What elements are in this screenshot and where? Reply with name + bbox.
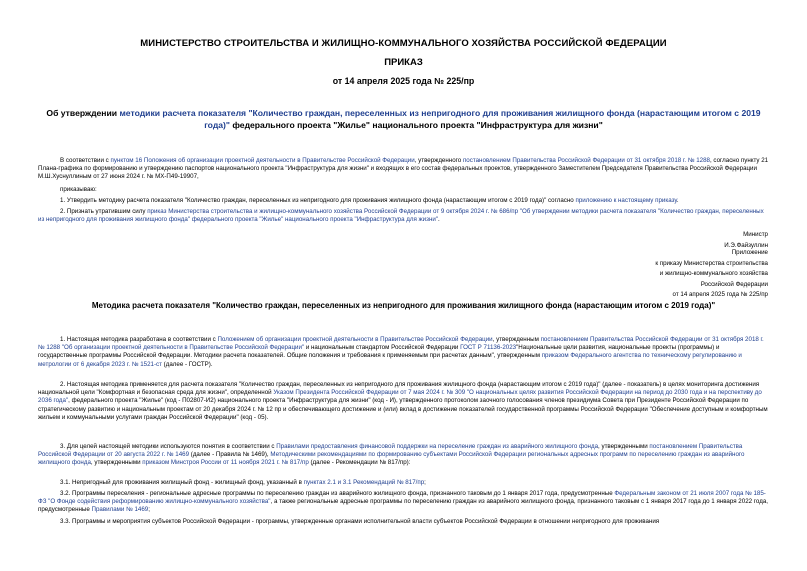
method-1-text: 1. Настоящая методика разработана в соответствии с <box>60 336 218 343</box>
heading-suffix: федерального проекта "Жилье" национального проекта "Инфраструктура для жизни" <box>230 120 603 130</box>
method-1-text: (далее - ГОСТР). <box>161 360 213 368</box>
method-item-3-3 <box>38 518 769 526</box>
method-3-text: (далее - Правила № 1469), <box>189 451 271 459</box>
preamble-text: В соответствии с <box>60 157 111 164</box>
rosstandart-order-link[interactable]: приказом Федерального агентства по техническому регулированию и метрологии от 6 декабря 2023 г. № 1521-ст <box>38 352 742 368</box>
support-rules-link[interactable]: Правилами предоставления финансовой поддержки на переселение граждан из аварийного жилищного фонда <box>276 443 599 450</box>
repealed-order-link[interactable]: приказ Министерства строительства и жилищно-коммунального хозяйства Российской Федерации от 9 октября 2024 г. № 686/пр "Об утверждении методики расчета показателя "Количество граждан, переселенных из непригодного для проживания жилищного фонда" федерального проекта "Жилье" национального проекта "Инфраструктура для жизни" <box>38 208 764 224</box>
method-2-text: , федерального проекта "Жилье" (код - П02807-И2) национального проекта "Инфраструктура для жизни" (код - И), утвержденного протоколом заочного голосования членов президиума Совета при Президенте Российской Федерации по стратегическому развитию и национальным проектам от 20 декабря 2024 г. № 12 пр и обеспечивающего достижение и (или) вклад в достижение показателей государственной программы Российской Федерации "Обеспечение доступным и комфортным жильем и коммунальными услугами граждан Российской Федерации" (код - 05). <box>38 397 768 421</box>
preamble-text: , согласно пункту 21 Плана-графика по формированию и утверждению паспортов национального проекта "Инфраструктура для жизни" и входящих в его состав федеральных проектов, утвержденного Заместителем Председателя Правительства Российской Федерации М.Ш.Хуснуллиным от 27 июня 2024 г. № МХ-П49-19907, <box>38 157 769 181</box>
appendix-link[interactable]: приложению к настоящему приказу <box>575 197 677 204</box>
regulation-link[interactable]: Положением об организации проектной деятельности в Правительстве Российской Федерации <box>217 336 493 343</box>
document-heading <box>42 107 765 131</box>
item-1-text: 1. Утвердить методику расчета показателя "Количество граждан, переселенных из непригодного для проживания жилищного фонда (нарастающим итогом с 2019 года)" согласно <box>60 197 576 204</box>
method-item-1 <box>38 336 769 369</box>
method-3-2-text: ; <box>148 506 150 514</box>
preamble-text: , утвержденного <box>414 157 463 164</box>
method-3-3-text: 3.3. Программы и мероприятия субъектов Российской Федерации - программы, утвержденные органами исполнительной власти субъектов Российской Федерации в отношении непригодного для проживания <box>60 518 660 525</box>
method-item-3 <box>38 443 769 468</box>
method-1-text: "Национальные цели развития, национальные проекты (программы) и государственные программы Российской Федерации. Методики расчета показателей. Общие положения и требования к применяемым при расчетах данным", утвержденным <box>38 344 720 360</box>
heading-methodology-link[interactable]: методики расчета показателя "Количество граждан, переселенных из непригодного для проживания жилищного фонда (нарастающим итогом с 2019 года)" <box>119 108 761 130</box>
document-type: ПРИКАЗ <box>384 57 423 68</box>
minstroy-order-link[interactable]: приказом Минстроя России от 11 ноября 2021 г. № 817/пр <box>142 459 309 467</box>
document-date-number: от 14 апреля 2025 года № 225/пр <box>332 76 475 86</box>
method-item-3-1 <box>38 479 769 487</box>
gost-link[interactable]: ГОСТ Р 71136-2023 <box>460 344 517 352</box>
method-3-1-text: 3.1. Непригодный для проживания жилищный фонд - жилищный фонд, указанный в <box>60 479 304 486</box>
order-item-2 <box>38 208 769 224</box>
appendix-label: Приложение <box>731 249 768 256</box>
method-item-3-2 <box>38 490 769 515</box>
method-3-2-text: 3.2. Программы переселения - региональные адресные программы по переселению граждан из аварийного жилищного фонда, признанного таковым до 1 января 2017 года, предусмотренные <box>60 490 615 497</box>
method-3-text: 3. Для целей настоящей методики используются понятия в соответствии с <box>60 443 277 450</box>
preamble-link-decree-1288[interactable]: постановлением Правительства Российской Федерации от 31 октября 2018 г. № 1288 <box>462 157 710 164</box>
decree-1469-link[interactable]: постановлением Правительства Российской Федерации от 20 августа 2022 г. № 1469 <box>38 443 743 459</box>
appendix-line: от 14 апреля 2025 года № 225/пр <box>672 291 768 298</box>
method-1-text: , утвержденным <box>492 336 541 343</box>
method-3-1-text: ; <box>424 479 426 486</box>
preamble-link-regulation[interactable]: пунктом 16 Положения об организации проектной деятельности в Правительстве Российской Федерации <box>110 157 415 164</box>
heading-prefix: Об утверждении <box>46 108 120 118</box>
recommendations-points-link[interactable]: пунктах 2.1 и 3.1 Рекомендаций № 817/пр <box>303 479 425 486</box>
federal-law-185-link[interactable]: Федеральным законом от 21 июля 2007 года № 185-ФЗ "О Фонде содействия реформированию жилищно-коммунального хозяйства" <box>38 490 766 506</box>
prikazyvayu-text: приказываю: <box>60 186 97 193</box>
item-1-text: . <box>676 197 679 204</box>
preamble-paragraph <box>38 157 769 182</box>
presidential-decree-link[interactable]: Указом Президента Российской Федерации от 7 мая 2024 г. № 309 "О национальных целях развития Российской Федерации на период до 2030 года и на перспективу до 2036 года" <box>38 389 762 405</box>
method-3-text: (далее - Рекомендации № 817/пр): <box>308 459 411 467</box>
method-item-2 <box>38 381 769 422</box>
method-3-2-text: , а также региональные адресные программы по переселению граждан из аварийного жилищного фонда, признанного таковым с 1 января 2017 года до 1 января 2022 года, предусмотренные <box>38 498 768 514</box>
recommendations-link[interactable]: Методическими рекомендациями по формированию субъектами Российской Федерации региональных адресных программ по переселению граждан из аварийного жилищного фонда <box>38 451 745 467</box>
appendix-line: к приказу Министерства строительства <box>655 259 768 267</box>
appendix-line: Российской Федерации <box>700 280 768 288</box>
methodology-title: Методика расчета показателя "Количество граждан, переселенных из непригодного для проживания жилищного фонда (нарастающим итогом с 2019 года)" <box>91 301 716 310</box>
order-item-1 <box>38 197 769 205</box>
method-3-text: , утвержденными <box>598 443 650 450</box>
method-2-text: 2. Настоящая методика применяется для расчета показателя "Количество граждан, переселенных из непригодного для проживания жилищного фонда (нарастающим итогом с 2019 года)" (далее - показатель) в целях мониторинга достижения национальной цели "Комфортная и безопасная среда для жизни", определенной <box>38 381 760 397</box>
appendix-block <box>520 248 768 301</box>
item-2-text: 2. Признать утратившим силу <box>60 208 148 215</box>
decree-1288-link[interactable]: постановлением Правительства Российской Федерации от 31 октября 2018 г. № 1288 "Об организации проектной деятельности в Правительстве Российской Федерации" <box>38 336 764 352</box>
signature-position: Министр <box>743 231 768 238</box>
signature-name: И.Э.Файзуллин <box>724 241 768 249</box>
method-1-text: и национальным стандартом Российской Федерации <box>304 344 461 352</box>
item-2-text: . <box>438 216 440 224</box>
ministry-name: МИНИСТЕРСТВО СТРОИТЕЛЬСТВА И ЖИЛИЩНО-КОММУНАЛЬНОГО ХОЗЯЙСТВА РОССИЙСКОЙ ФЕДЕРАЦИИ <box>140 38 667 49</box>
method-3-text: , утвержденными <box>90 459 143 467</box>
rules-1469-link[interactable]: Правилами № 1469 <box>91 506 149 514</box>
appendix-line: и жилищно-коммунального хозяйства <box>659 270 768 277</box>
